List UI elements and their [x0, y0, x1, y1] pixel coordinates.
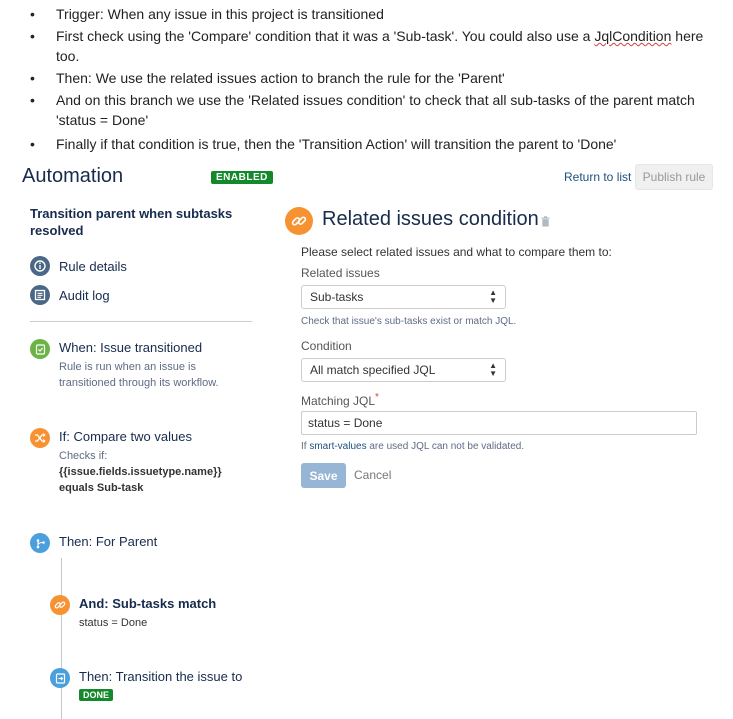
note-item: • Trigger: When any issue in this project is transitioned	[30, 4, 730, 24]
step-title: If: Compare two values	[59, 429, 192, 444]
jql-hint: If smart-values are used JQL can not be validated.	[301, 441, 525, 452]
shuffle-icon	[30, 428, 50, 448]
step-title: When: Issue transitioned	[59, 340, 203, 355]
smart-values-link[interactable]: smart-values	[309, 441, 367, 452]
panel-title: Related issues condition	[322, 208, 539, 230]
matching-jql-input[interactable]	[301, 411, 697, 435]
branch-icon	[30, 533, 50, 553]
status-lozenge: DONE	[79, 689, 113, 701]
trigger-icon	[30, 339, 50, 359]
select-arrows-icon: ▲ ▼	[489, 361, 497, 378]
return-to-list-link[interactable]: Return to list	[564, 170, 632, 184]
transition-icon	[50, 668, 70, 688]
note-item: • First check using the 'Compare' condition that it was a 'Sub-task'. You could also use a JqlCondition here too.	[30, 26, 730, 66]
rule-details-link[interactable]	[30, 256, 127, 276]
note-item: • Finally if that condition is true, then the 'Transition Action' will transition the parent to 'Done'	[30, 134, 730, 154]
audit-log-link[interactable]	[30, 285, 110, 305]
condition-label: Condition	[301, 339, 352, 353]
rule-name: Transition parent when subtasks resolved	[30, 206, 233, 238]
step-description: Rule is run when an issue is transitioned through its workflow.	[59, 361, 219, 389]
panel-intro: Please select related issues and what to compare them to:	[301, 245, 612, 259]
link-icon	[50, 595, 70, 615]
matching-jql-label: Matching JQL*	[301, 392, 379, 408]
step-title: And: Sub-tasks match	[79, 596, 217, 611]
trigger-step[interactable]	[30, 340, 219, 391]
save-button[interactable]: Save	[301, 463, 346, 488]
related-issues-hint: Check that issue's sub-tasks exist or match JQL.	[301, 316, 517, 327]
related-issues-label: Related issues	[301, 266, 380, 280]
note-item: • And on this branch we use the 'Related issues condition' to check that all sub-tasks of the parent match 'status = Done'	[30, 90, 730, 130]
step-description: status = Done	[79, 617, 148, 629]
spellcheck-word: JqlCondition	[594, 28, 672, 44]
link-icon	[285, 207, 313, 235]
step-title: Then: For Parent	[59, 534, 158, 549]
menu-label: Audit log	[59, 287, 110, 303]
trash-icon[interactable]	[541, 214, 550, 232]
sidebar-divider	[30, 321, 252, 322]
notes-list	[30, 4, 730, 156]
required-marker: *	[375, 392, 379, 403]
step-description: Checks if: {{issue.fields.issuetype.name}} equals Sub-task	[59, 450, 222, 494]
info-icon	[30, 256, 50, 276]
condition-step[interactable]	[30, 429, 222, 496]
condition-select[interactable]: All match specified JQL ▲ ▼	[301, 358, 506, 382]
related-condition-step[interactable]	[50, 596, 216, 631]
publish-rule-button[interactable]: Publish rule	[635, 164, 713, 190]
log-icon	[30, 285, 50, 305]
cancel-link[interactable]: Cancel	[354, 468, 392, 482]
status-badge: ENABLED	[211, 171, 273, 184]
related-issues-select[interactable]: Sub-tasks ▲ ▼	[301, 285, 506, 309]
page-title: Automation	[22, 165, 124, 187]
transition-step[interactable]	[50, 669, 242, 703]
step-title: Then: Transition the issue to	[79, 669, 243, 684]
select-arrows-icon: ▲ ▼	[489, 288, 497, 305]
note-item: • Then: We use the related issues action to branch the rule for the 'Parent'	[30, 68, 730, 88]
menu-label: Rule details	[59, 258, 127, 274]
branch-step[interactable]	[30, 534, 157, 553]
